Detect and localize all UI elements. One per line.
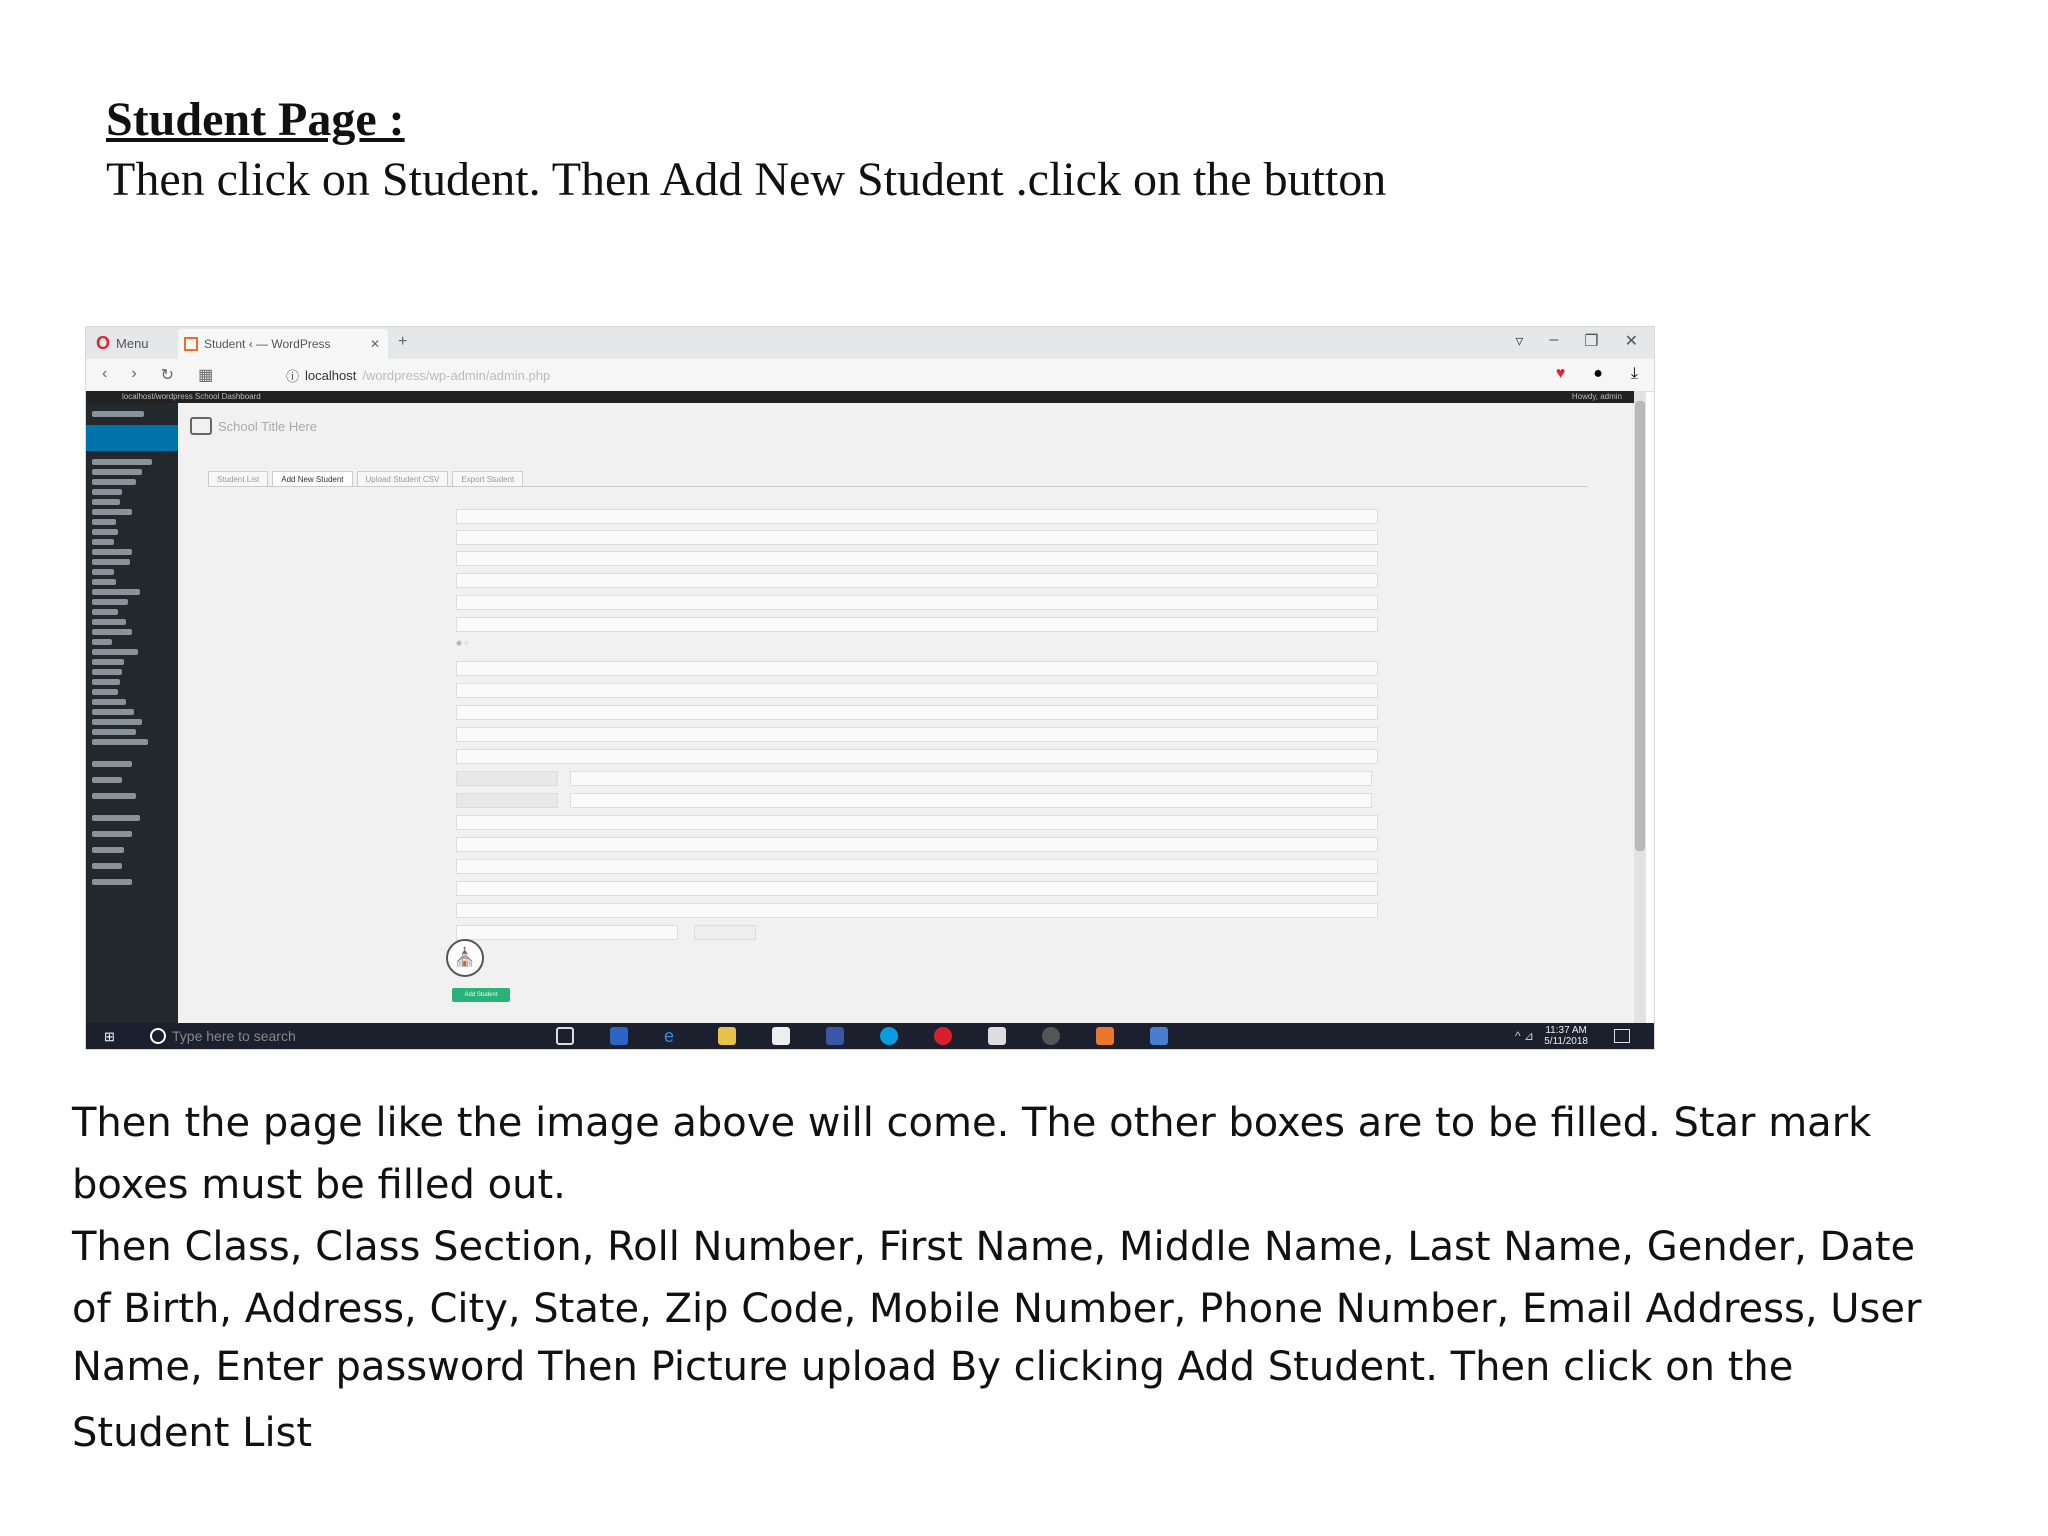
browser-tab[interactable] [178,329,388,359]
roll-number-field[interactable] [456,551,1378,566]
sidebar-item[interactable] [92,863,122,869]
admin-bar-site[interactable]: localhost/wordpress School Dashboard [122,392,261,401]
zip-code-field[interactable] [456,749,1378,764]
minimize-icon[interactable]: – [1549,331,1559,348]
task-view-icon[interactable] [556,1027,574,1045]
sidebar-item[interactable] [92,569,114,575]
sidebar-item[interactable] [92,761,132,767]
address-bar [86,359,1654,392]
sidebar-item[interactable] [92,619,126,625]
clock-date: 5/11/2018 [1544,1036,1588,1047]
sidebar-item[interactable] [92,793,136,799]
taskbar-search-placeholder: Type here to search [172,1028,296,1044]
sidebar-item[interactable] [92,831,132,837]
para-line: Student List [72,1410,313,1456]
notification-icon[interactable] [1614,1029,1630,1043]
mobile-number-field[interactable] [570,771,1372,786]
filter-icon[interactable]: ▿ [1515,333,1524,350]
sidebar-item[interactable] [92,669,122,675]
sidebar-item-school-management[interactable] [86,425,178,451]
class-select[interactable] [456,509,1378,524]
sidebar-item[interactable] [92,709,134,715]
page-scrollbar[interactable] [1634,391,1646,1023]
add-student-button[interactable]: Add Student [452,988,510,1002]
last-name-field[interactable] [456,617,1378,632]
sidebar-item[interactable] [92,649,138,655]
download-icon[interactable]: ⤓ [1630,365,1638,382]
sidebar-item[interactable] [92,589,140,595]
address-field[interactable] [456,683,1378,698]
url-host: localhost [305,367,357,383]
sidebar-item[interactable] [92,729,136,735]
sidebar-item[interactable] [92,499,120,505]
sidebar-item[interactable] [92,659,124,665]
para-line: Then Class, Class Section, Roll Number, First Name, Middle Name, Last Name, Gender, Date [72,1224,1916,1270]
wp-admin-bar [86,391,1634,403]
date-of-birth-field[interactable] [456,661,1378,676]
store-icon[interactable] [772,1027,790,1045]
tab-title: Student ‹ — WordPress [204,337,331,351]
sidebar-item[interactable] [92,549,132,555]
cortana-icon [150,1028,166,1044]
sidebar-item[interactable] [92,599,128,605]
upload-image-button[interactable] [694,925,756,940]
sidebar-item[interactable] [92,559,130,565]
sidebar-item[interactable] [92,529,118,535]
address-bar-icons [1556,365,1638,383]
tab-export-student[interactable]: Export Student [452,471,523,486]
sidebar-item[interactable] [92,639,112,645]
username-field[interactable] [456,837,1378,852]
sidebar-item[interactable] [92,539,114,545]
info-icon: ⓘ [286,368,300,384]
image-path-field[interactable] [456,925,678,940]
restore-icon[interactable]: ❐ [1584,333,1599,350]
opera-taskbar-icon[interactable] [934,1027,952,1045]
browser-menu[interactable] [96,333,149,354]
skype-icon[interactable] [880,1027,898,1045]
user-id-field[interactable] [456,881,1378,896]
sidebar-item[interactable] [92,469,142,475]
app-icon[interactable] [826,1027,844,1045]
para-line: boxes must be filled out. [72,1162,566,1208]
sidebar-item[interactable] [92,411,144,417]
class-section-select[interactable] [456,530,1378,545]
reload-icon[interactable]: ↻ [160,367,175,384]
phone-code-field[interactable] [456,793,558,808]
page-heading: Student Page : [106,93,405,146]
sidebar-item[interactable] [92,847,124,853]
clock-time: 11:37 AM [1545,1025,1587,1036]
app-circle-icon[interactable] [1042,1027,1060,1045]
password-confirm-field[interactable] [456,903,1378,918]
password-field[interactable] [456,859,1378,874]
url-path: /wordpress/wp-admin/admin.php [362,367,551,383]
scrollbar-thumb[interactable] [1635,401,1645,851]
phone-number-field[interactable] [570,793,1372,808]
sidebar-item[interactable] [92,519,116,525]
school-logo-icon [190,417,212,435]
taskbar-apps [556,1027,1168,1045]
close-tab-icon[interactable]: ✕ [369,337,380,351]
sidebar-item[interactable] [92,479,136,485]
form-tabs [208,471,523,486]
taskbar-search[interactable] [150,1026,516,1046]
windows-start-icon[interactable]: ⊞ [104,1029,115,1044]
embedded-screenshot [85,326,1655,1050]
mobile-code-field[interactable] [456,771,558,786]
main-content [178,403,1634,1023]
browser-menu-label: Menu [116,336,149,351]
intro-text: Then click on Student. Then Add New Student .click on the button [106,153,1387,206]
heart-icon[interactable]: ♥ [1555,365,1566,382]
app-blue-icon[interactable] [1150,1027,1168,1045]
school-title [190,417,317,435]
gender-radios[interactable]: ◉ ○ [456,640,469,647]
window-controls [1515,331,1638,351]
sidebar-item[interactable] [92,459,152,465]
first-name-field[interactable] [456,573,1378,588]
sidebar-item[interactable] [92,609,118,615]
url-field[interactable] [286,364,1336,386]
new-tab-icon[interactable]: + [398,333,408,350]
para-line: Name, Enter password Then Picture upload By clicking Add Student. Then click on the [72,1344,1794,1390]
city-field[interactable] [456,705,1378,720]
app-orange-icon[interactable] [1096,1027,1114,1045]
file-explorer-icon[interactable] [718,1027,736,1045]
student-photo-preview: ⛪ [446,939,484,977]
wp-sidebar [86,403,178,1023]
opera-icon: O [96,333,111,353]
grid-icon[interactable]: ▦ [198,367,214,384]
tab-student-list[interactable]: Student List [208,471,268,486]
notepad-icon[interactable] [988,1027,1006,1045]
middle-name-field[interactable] [456,595,1378,610]
sidebar-item-student[interactable] [92,489,122,495]
tab-divider [208,486,1588,487]
para-line: Then the page like the image above will come. The other boxes are to be filled. Star mark [72,1100,1872,1146]
para-line: of Birth, Address, City, State, Zip Code, Mobile Number, Phone Number, Email Address, User [72,1286,1922,1332]
sidebar-item[interactable] [92,509,132,515]
nav-buttons [102,365,213,385]
sidebar-item[interactable] [92,879,132,885]
edge-icon[interactable]: e [664,1026,675,1046]
sidebar-item[interactable] [92,739,148,745]
browser-tab-bar [86,327,1654,359]
sidebar-item[interactable] [92,777,122,783]
email-field[interactable] [456,815,1378,830]
sidebar-item[interactable] [92,689,118,695]
snapshot-icon[interactable]: ● [1593,365,1603,382]
admin-bar-user[interactable]: Howdy, admin [1571,392,1622,401]
sidebar-item[interactable] [92,579,116,585]
wordpress-favicon-icon [184,337,198,351]
back-icon[interactable]: ‹ [102,365,108,382]
close-window-icon[interactable]: ✕ [1624,333,1638,350]
windows-taskbar [86,1023,1654,1049]
sidebar-item[interactable] [92,679,120,685]
sidebar-item[interactable] [92,815,140,821]
word-icon[interactable] [610,1027,628,1045]
taskbar-clock[interactable] [1544,1025,1588,1047]
forward-icon[interactable]: › [131,365,137,382]
sidebar-item[interactable] [92,719,142,725]
school-title-text: School Title Here [218,418,317,434]
tab-upload-student-csv[interactable]: Upload Student CSV [357,471,449,486]
tab-add-new-student[interactable]: Add New Student [272,471,352,486]
system-tray-icons[interactable]: ^ ⊿ [1514,1029,1534,1043]
sidebar-item[interactable] [92,699,126,705]
state-field[interactable] [456,727,1378,742]
sidebar-item[interactable] [92,629,132,635]
